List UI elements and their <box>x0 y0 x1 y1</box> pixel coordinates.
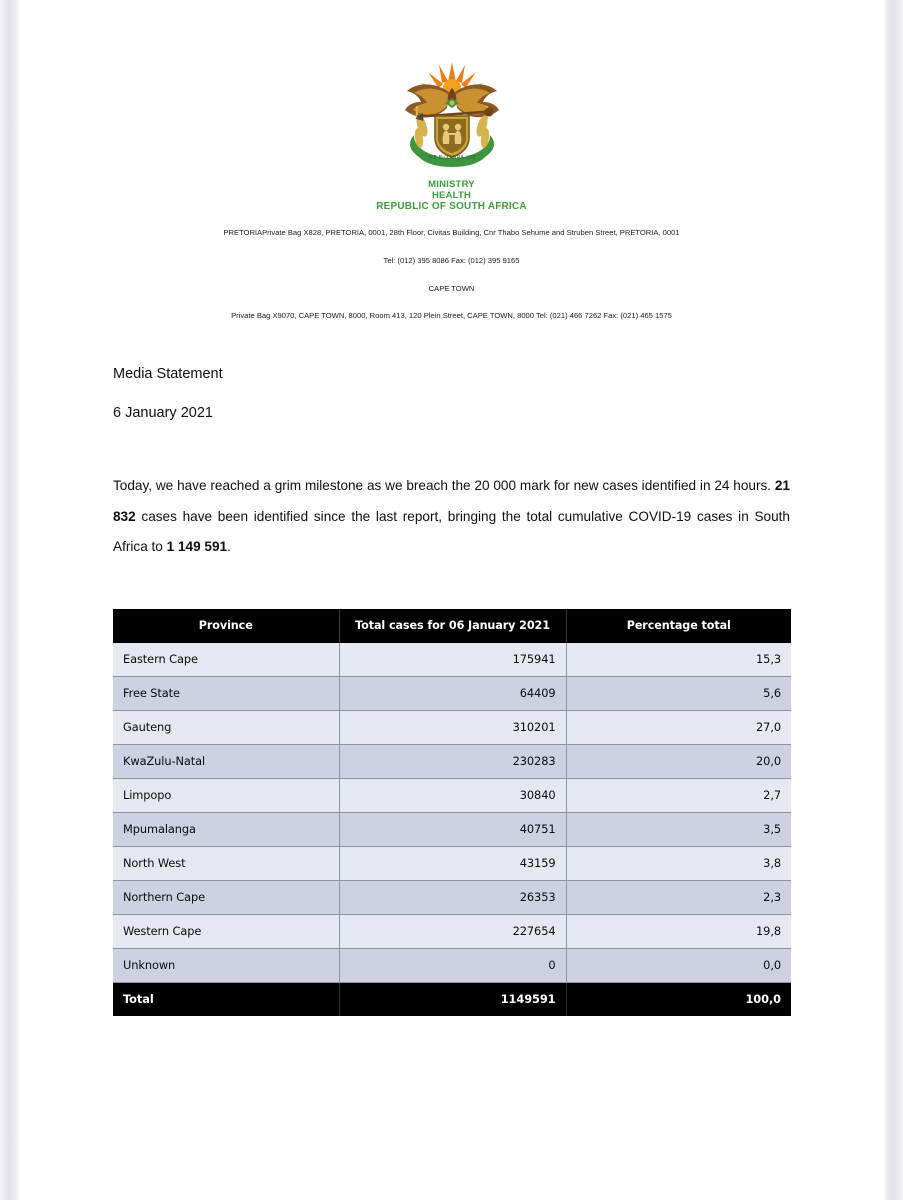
table-row <box>113 778 791 812</box>
cell-total-label: Total <box>113 982 339 1016</box>
cell-province: Eastern Cape <box>113 643 339 677</box>
cell-percentage: 20,0 <box>566 744 791 778</box>
new-cases-count: 21 832 <box>113 477 790 524</box>
cell-cases: 310201 <box>339 710 566 744</box>
ministry-line-1: MINISTRY <box>428 179 475 190</box>
lede-part-3: . <box>227 539 231 555</box>
cell-percentage: 0,0 <box>566 948 791 982</box>
cumulative-cases-count: 1 149 591 <box>166 539 228 555</box>
cell-province: Limpopo <box>113 778 339 812</box>
address-line-pretoria-tel: Tel: (012) 395 8086 Fax: (012) 395 9165 <box>383 256 520 266</box>
document-page <box>20 0 883 1200</box>
table-header-row <box>113 609 791 643</box>
cell-province: Gauteng <box>113 710 339 744</box>
column-header-province: Province <box>113 609 339 643</box>
address-line-cape-town-heading: CAPE TOWN <box>428 283 475 293</box>
cell-percentage: 19,8 <box>566 914 791 948</box>
provincial-cases-table-wrapper <box>113 609 790 1016</box>
cell-percentage: 15,3 <box>566 643 791 677</box>
cell-percentage: 27,0 <box>566 710 791 744</box>
address-line-pretoria: PRETORIAPrivate Bag X828, PRETORIA, 0001, 28th Floor, Civitas Building, Cnr Thabo Sehume and Struben Street, PRETORIA, 0001 <box>223 228 680 238</box>
cell-province: Free State <box>113 676 339 710</box>
table-row <box>113 846 791 880</box>
coat-of-arms-icon <box>391 58 513 176</box>
cell-cases: 43159 <box>339 846 566 880</box>
cell-province: North West <box>113 846 339 880</box>
cell-province: Mpumalanga <box>113 812 339 846</box>
cell-province: KwaZulu-Natal <box>113 744 339 778</box>
address-line-cape-town: Private Bag X9070, CAPE TOWN, 8000, Room 413, 120 Plein Street, CAPE TOWN, 8000 Tel: (021) 466 7262 Fax: (021) 465 1575 <box>231 311 672 321</box>
cell-cases: 230283 <box>339 744 566 778</box>
table-row <box>113 914 791 948</box>
cell-percentage: 2,3 <box>566 880 791 914</box>
cell-cases: 30840 <box>339 778 566 812</box>
table-row <box>113 880 791 914</box>
ministry-line-3: REPUBLIC OF SOUTH AFRICA <box>376 201 527 213</box>
cell-cases: 0 <box>339 948 566 982</box>
table-header <box>113 609 791 643</box>
cell-cases: 175941 <box>339 643 566 677</box>
letterhead-address <box>20 228 883 322</box>
cell-percentage: 5,6 <box>566 676 791 710</box>
table-total-row <box>113 982 791 1016</box>
cell-percentage: 3,8 <box>566 846 791 880</box>
table-row <box>113 948 791 982</box>
column-header-total-cases: Total cases for 06 January 2021 <box>339 609 566 643</box>
cell-cases: 40751 <box>339 812 566 846</box>
cell-province: Unknown <box>113 948 339 982</box>
table-row <box>113 710 791 744</box>
cell-cases: 26353 <box>339 880 566 914</box>
document-body <box>20 366 883 1016</box>
page-edge-shadow-left <box>0 0 20 1200</box>
ministry-line-2: HEALTH <box>431 189 472 201</box>
svg-text:!KE E:/XARRA //KE: !KE E:/XARRA //KE <box>427 155 476 161</box>
cell-province: Western Cape <box>113 914 339 948</box>
table-body <box>113 643 791 1016</box>
column-header-percentage: Percentage total <box>566 609 791 643</box>
table-row <box>113 643 791 677</box>
cell-province: Northern Cape <box>113 880 339 914</box>
lede-part-1: Today, we have reached a grim milestone as we breach the 20 000 mark for new cases identified in 24 hours. <box>113 477 775 493</box>
cell-cases: 227654 <box>339 914 566 948</box>
table-row <box>113 812 791 846</box>
table-row <box>113 744 791 778</box>
lede-part-2: cases have been identified since the last report, bringing the total cumulative COVID-19 cases in South Africa to <box>113 508 790 555</box>
cell-cases: 64409 <box>339 676 566 710</box>
cell-total-percentage: 100,0 <box>566 982 791 1016</box>
lede-paragraph <box>113 471 790 563</box>
document-date: 6 January 2021 <box>113 404 213 421</box>
ministry-title-block <box>20 180 883 212</box>
cell-total-cases: 1149591 <box>339 982 566 1016</box>
letterhead <box>20 0 883 322</box>
provincial-cases-table <box>113 609 791 1016</box>
page-edge-shadow-right <box>883 0 903 1200</box>
cell-percentage: 3,5 <box>566 812 791 846</box>
page-title: Media Statement <box>113 365 223 382</box>
cell-percentage: 2,7 <box>566 778 791 812</box>
table-row <box>113 676 791 710</box>
